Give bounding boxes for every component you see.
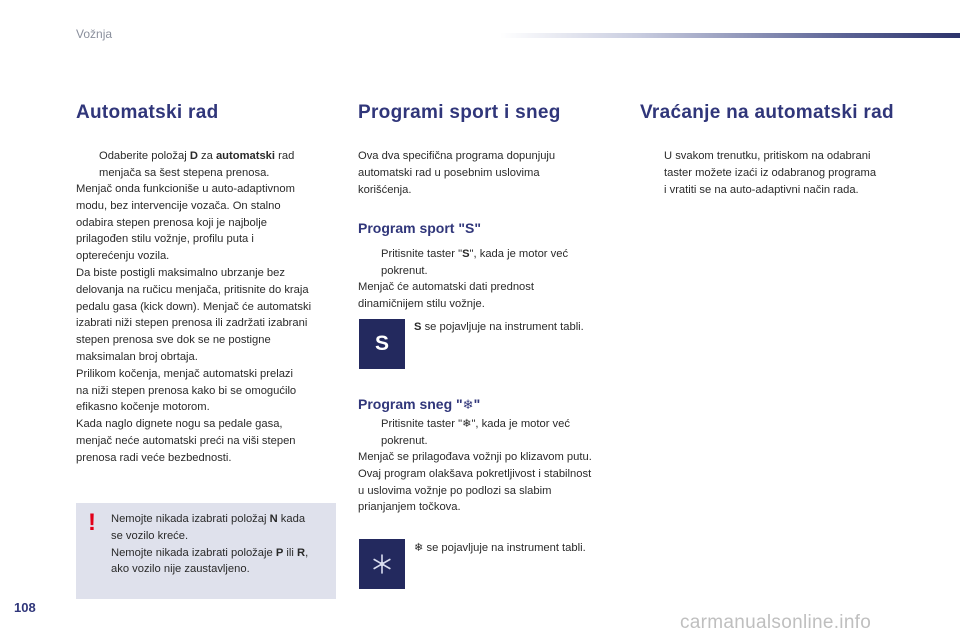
heading-automatski-rad: Automatski rad bbox=[76, 102, 219, 123]
heading-programi-sport-sneg: Programi sport i sneg bbox=[358, 102, 561, 123]
snowflake-icon: ❄ bbox=[414, 542, 424, 554]
header-gradient-bar bbox=[500, 33, 960, 38]
sport-description: Menjač će automatski dati prednost dinamičnijem stilu vožnje. bbox=[358, 281, 534, 310]
snowflake-icon bbox=[372, 554, 392, 574]
warning-exclamation-icon: ! bbox=[88, 509, 96, 536]
heading-program-sneg: Program sneg "❄" bbox=[358, 396, 481, 412]
bullet-press-snow: Pritisnite taster "❄", kada je motor već pokrenut. bbox=[381, 418, 570, 447]
automatic-mode-description: Menjač onda funkcioniše u auto-adaptivnom modu, bez intervencije vozača. On stalno odabira stepen prenosa koji je najbolje prilagođen stilu vožnje, profilu puta i opterećenju vozila. Da biste postigli maksimalno ubrzanje bez delovanja na ručicu menjača, pritisnite do kraja pedalu gasa (kick down). Menjač će automatski izabrati niži stepen prenosa ili zadržati izabrani stepen prenosa sve dok se ne postigne maksimalan broj obrtaja. Prilikom kočenja, menjač automatski prelazi na niži stepen prenosa kako bi se omogućilo efikasno kočenje motorom. Kada naglo dignete nogu sa pedale gasa, menjač neće automatski preći na viši stepen prenosa radi veće bezbednosti. bbox=[76, 183, 312, 464]
bullet-return-auto: U svakom trenutku, pritiskom na odabrani taster možete izaći iz odabranog programa i vratiti se na auto-adaptivni način rada. bbox=[664, 150, 877, 196]
snow-mode-indicator-icon bbox=[359, 539, 405, 589]
heading-vracanje-automatski: Vraćanje na automatski rad bbox=[640, 102, 894, 123]
snow-indicator-note: ❄ se pojavljuje na instrument tabli. bbox=[414, 542, 586, 554]
sport-mode-indicator-icon: S bbox=[359, 319, 405, 369]
sport-indicator-note: S se pojavljuje na instrument tabli. bbox=[414, 321, 584, 333]
programs-intro: Ova dva specifična programa dopunjuju automatski rad u posebnim uslovima korišćenja. bbox=[358, 150, 556, 196]
bullet-select-d: Odaberite položaj D za automatski rad menjača sa šest stepena prenosa. bbox=[99, 150, 295, 179]
section-title: Vožnja bbox=[76, 27, 113, 41]
warning-text: Nemojte nikada izabrati položaj N kada se vozilo kreće. Nemojte nikada izabrati položaje P ili R, ako vozilo nije zaustavljeno. bbox=[111, 513, 309, 576]
snowflake-icon: ❄ bbox=[462, 397, 474, 412]
bullet-press-s: Pritisnite taster "S", kada je motor već pokrenut. bbox=[381, 248, 569, 277]
snow-description: Menjač se prilagođava vožnji po klizavom putu. Ovaj program olakšava pokretljivost i stabilnost u uslovima vožnje po podlozi sa slabim prianjanjem točkova. bbox=[358, 451, 592, 514]
page-number: 108 bbox=[14, 600, 36, 615]
snowflake-icon: ❄ bbox=[462, 418, 472, 430]
heading-program-sport: Program sport "S" bbox=[358, 220, 481, 236]
watermark: carmanualsonline.info bbox=[680, 612, 872, 633]
